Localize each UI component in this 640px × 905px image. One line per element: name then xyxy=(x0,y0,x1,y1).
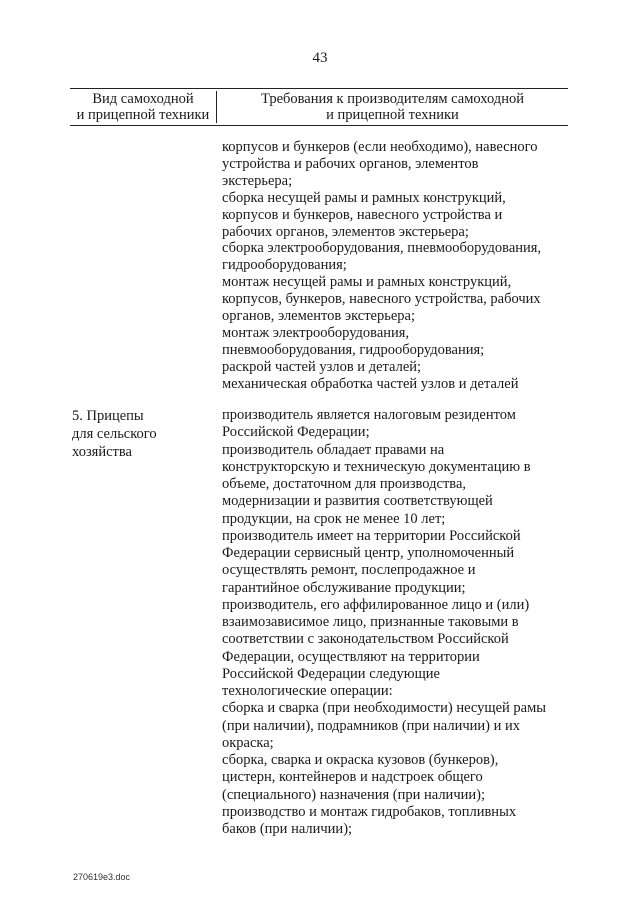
requirement-line: корпусов и бункеров, навесного устройства и xyxy=(222,206,503,223)
requirement-line: производитель имеет на территории Российской xyxy=(222,527,521,544)
requirement-line: Федерации, осуществляют на территории xyxy=(222,648,480,665)
requirement-line: экстерьера; xyxy=(222,172,293,189)
requirement-line: Российской Федерации; xyxy=(222,424,370,441)
requirement-line: сборка электрооборудования, пневмооборудования, xyxy=(222,240,542,257)
header-left-line: и прицепной техники xyxy=(76,107,210,123)
equipment-type-line: хозяйства xyxy=(72,444,132,460)
requirement-line: конструкторскую и техническую документацию в xyxy=(222,458,531,475)
requirement-line: объеме, достаточном для производства, xyxy=(222,476,467,492)
row-5-equipment-type xyxy=(72,407,212,461)
requirement-line: цистерн, контейнеров и надстроек общего xyxy=(222,769,483,786)
requirement-line: устройства и рабочих органов, элементов xyxy=(222,155,479,172)
header-right-line: Требования к производителям самоходной xyxy=(261,91,524,107)
table-header xyxy=(70,88,568,126)
continuation-requirements xyxy=(222,139,572,393)
requirement-line: соответствии с законодательством Российской xyxy=(222,631,509,648)
requirement-line: сборка и сварка (при необходимости) несущей рамы xyxy=(222,700,546,717)
requirement-line: производитель обладает правами на xyxy=(222,441,445,458)
requirement-line: Федерации сервисный центр, уполномоченный xyxy=(222,545,515,561)
page-number: 43 xyxy=(312,50,328,66)
header-requirements xyxy=(217,91,568,123)
requirement-line: производитель является налоговым резидентом xyxy=(222,407,516,423)
header-left-line: Вид самоходной xyxy=(92,91,194,107)
requirement-line: рабочих органов, элементов экстерьера; xyxy=(222,223,469,240)
requirement-line: (при наличии), подрамников (при наличии) и их xyxy=(222,717,521,734)
requirement-line: механическая обработка частей узлов и деталей xyxy=(222,375,519,392)
header-right-line: и прицепной техники xyxy=(326,107,459,123)
requirement-line: осуществлять ремонт, послепродажное и xyxy=(222,562,476,579)
requirement-line: пневмооборудования, гидрооборудования; xyxy=(222,341,485,358)
requirement-line: раскрой частей узлов и деталей; xyxy=(222,358,422,375)
requirement-line: гидрооборудования; xyxy=(222,257,347,274)
requirement-line: монтаж электрооборудования, xyxy=(222,324,410,341)
equipment-type-line: 5. Прицепы xyxy=(72,408,144,424)
requirement-line: органов, элементов экстерьера; xyxy=(222,308,415,325)
requirement-line: технологические операции: xyxy=(222,683,393,699)
requirement-line: продукции, на срок не менее 10 лет; xyxy=(222,510,446,527)
document-filename: 270619e3.doc xyxy=(73,872,131,882)
requirement-line: баков (при наличии); xyxy=(222,821,353,837)
requirement-line: Российской Федерации следующие xyxy=(222,665,440,682)
requirement-line: производство и монтаж гидробаков, топливных xyxy=(222,803,517,820)
requirement-line: производитель, его аффилированное лицо и (или) xyxy=(222,596,530,613)
requirement-line: сборка несущей рамы и рамных конструкций, xyxy=(222,189,506,206)
requirement-line: взаимозависимое лицо, признанные таковыми в xyxy=(222,614,519,630)
requirement-line: (специального) назначения (при наличии); xyxy=(222,786,485,803)
row-5-requirements xyxy=(222,407,572,838)
requirement-line: окраска; xyxy=(222,734,274,751)
equipment-type-line: для сельского xyxy=(72,426,157,442)
requirement-line: корпусов, бункеров, навесного устройства, рабочих xyxy=(222,291,541,308)
requirement-line: корпусов и бункеров (если необходимо), навесного xyxy=(222,139,538,155)
header-equipment-type xyxy=(70,91,217,123)
requirement-line: сборка, сварка и окраска кузовов (бункеров), xyxy=(222,752,499,768)
requirement-line: модернизации и развития соответствующей xyxy=(222,493,493,510)
requirement-line: монтаж несущей рамы и рамных конструкций, xyxy=(222,274,512,291)
requirement-line: гарантийное обслуживание продукции; xyxy=(222,579,466,596)
